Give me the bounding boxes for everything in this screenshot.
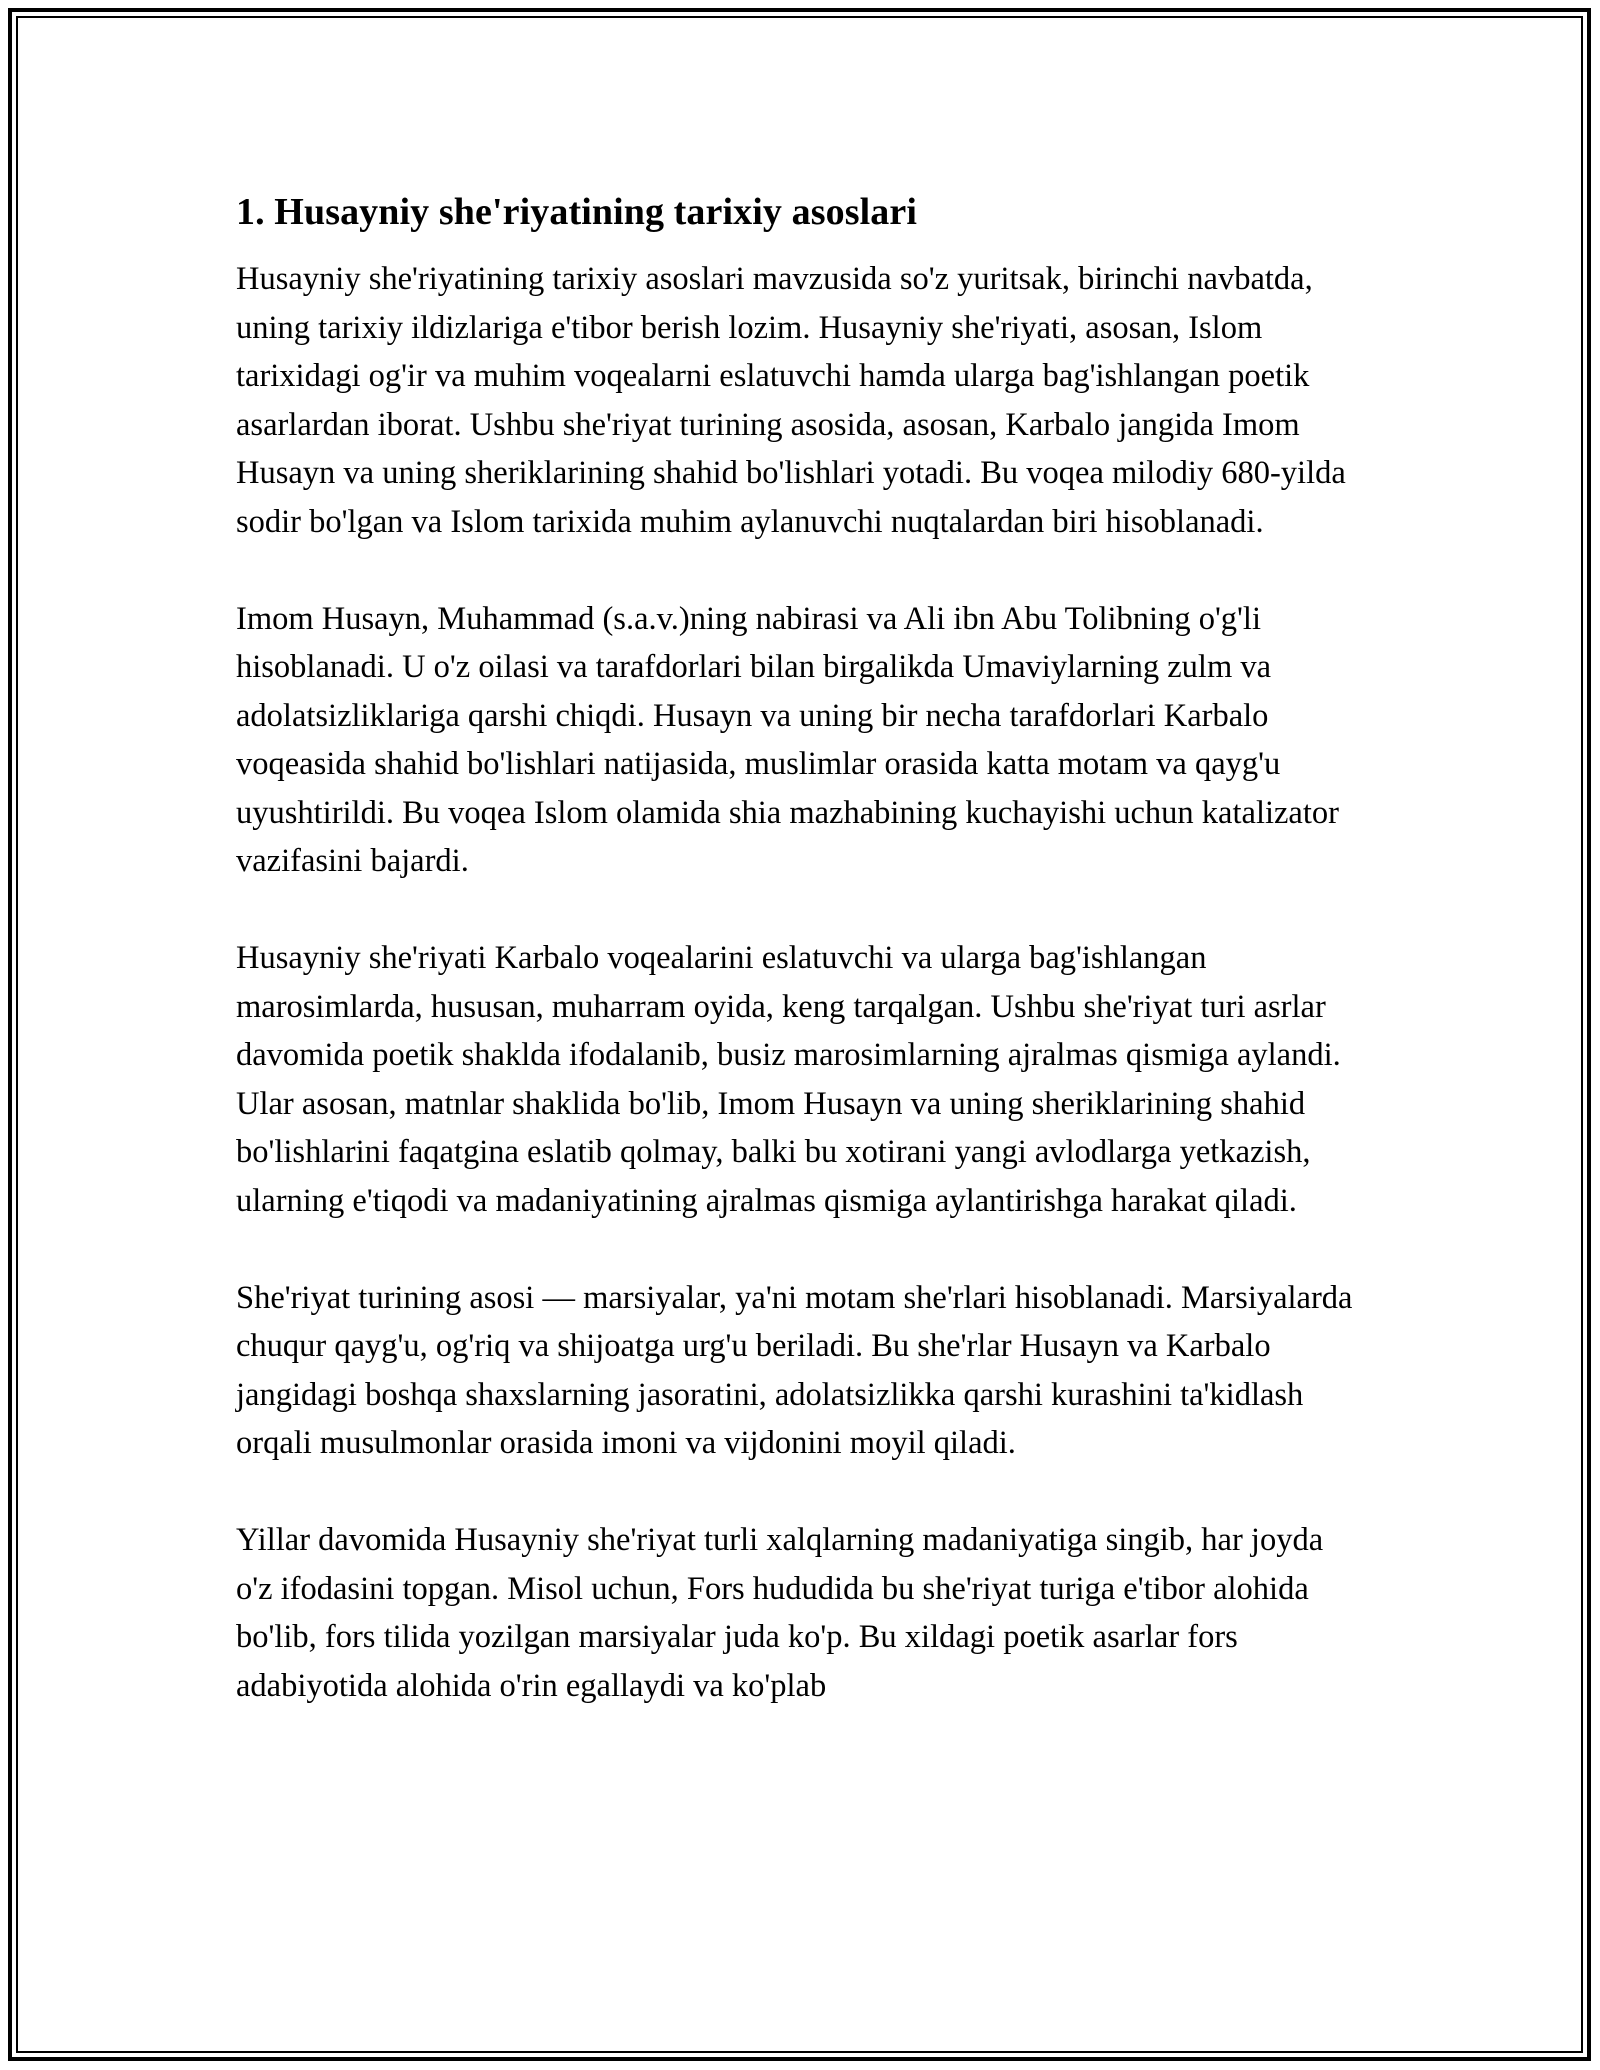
paragraph-5: Yillar davomida Husayniy she'riyat turli xalqlarning madaniyatiga singib, har joyda o'z ifodasini topgan. Misol uchun, Fors hududida bu she'riyat turiga e'tibor alohida bo'lib, fors tilida yozilgan marsiyalar juda ko'p. Bu xildagi poetik asarlar fors adabiyotida alohida o'rin egallaydi va ko'plab (236, 1522, 1324, 1704)
section-heading: 1. Husayniy she'riyatining tarixiy asoslari (236, 191, 917, 233)
paragraph-3: Husayniy she'riyati Karbalo voqealarini eslatuvchi va ularga bag'ishlangan marosimlarda, hususan, muharram oyida, keng tarqalgan. Ushbu she'riyat turi asrlar davomida poetik shaklda ifodalanib, busiz marosimlarning ajralmas qismiga aylandi. Ular asosan, matnlar shaklida bo'lib, Imom Husayn va uning sheriklarining shahid bo'lishlarini faqatgina eslatib qolmay, balki bu xotirani yangi avlodlarga yetkazish, ularning e'tiqodi va madaniyatining ajralmas qismiga aylantirishga harakat qiladi. (236, 940, 1341, 1219)
paragraph-2: Imom Husayn, Muhammad (s.a.v.)ning nabirasi va Ali ibn Abu Tolibning o'g'li hisoblanadi. U o'z oilasi va tarafdorlari bilan birgalikda Umaviylarning zulm va adolatsizliklariga qarshi chiqdi. Husayn va uning bir necha tarafdorlari Karbalo voqeasida shahid bo'lishlari natijasida, muslimlar orasida katta motam va qayg'u uyushtirildi. Bu voqea Islom olamida shia mazhabining kuchayishi uchun katalizator vazifasini bajardi. (236, 600, 1339, 879)
document-body (236, 180, 1366, 1710)
paragraph-4: She'riyat turining asosi — marsiyalar, ya'ni motam she'rlari hisoblanadi. Marsiyalarda chuqur qayg'u, og'riq va shijoatga urg'u beriladi. Bu she'rlar Husayn va Karbalo jangidagi boshqa shaxslarning jasoratini, adolatsizlikka qarshi kurashini ta'kidlash orqali musulmonlar orasida imoni va vijdonini moyil qiladi. (236, 1279, 1353, 1461)
paragraph-1: Husayniy she'riyatining tarixiy asoslari mavzusida so'z yuritsak, birinchi navbatda, uning tarixiy ildizlariga e'tibor berish lozim. Husayniy she'riyati, asosan, Islom tarixidagi og'ir va muhim voqealarni eslatuvchi hamda ularga bag'ishlangan poetik asarlardan iborat. Ushbu she'riyat turining asosida, asosan, Karbalo jangida Imom Husayn va uning sheriklarining shahid bo'lishlari yotadi. Bu voqea milodiy 680-yilda sodir bo'lgan va Islom tarixida muhim aylanuvchi nuqtalardan biri hisoblanadi. (236, 261, 1346, 540)
